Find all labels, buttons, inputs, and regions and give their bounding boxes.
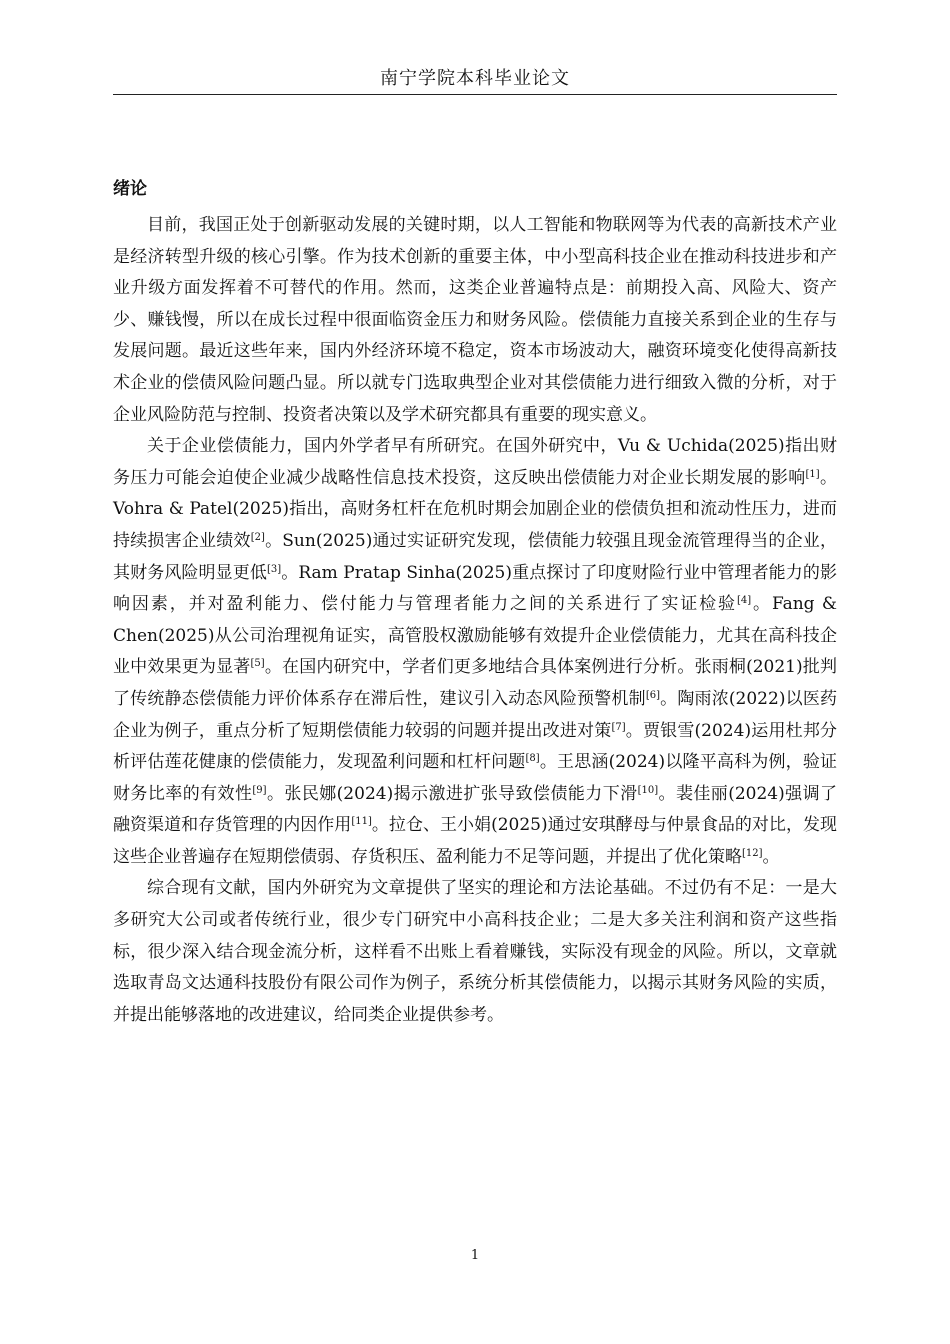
citation-11: [11]	[351, 816, 372, 828]
paragraph-2-text: 。裴佳丽(2024)强调了融资渠道和存货管理的内因作用	[113, 783, 838, 836]
citation-3: [3]	[266, 563, 282, 575]
citation-6: [6]	[645, 689, 660, 701]
citation-7: [7]	[611, 721, 626, 733]
paragraph-2-text: 。Vohra & Patel(2025)指出，高财务杠杆在危机时期会加剧企业的偿债负担和流动性压力，进而持续损害企业绩效	[113, 467, 838, 551]
paragraph-2-text: 。Fang & Chen(2025)从公司治理视角证实，高管股权激励能够有效提升企业偿债能力，尤其在高科技企业中效果更为显著	[113, 594, 837, 678]
paragraph-2-text: 。张民娜(2024)揭示激进扩张导致偿债能力下滑	[266, 783, 638, 804]
paragraph-2-text: 。陶雨浓(2022)以医药企业为例子，重点分析了短期偿债能力较弱的问题并提出改进对策	[113, 688, 838, 741]
paragraph-3: 综合现有文献，国内外研究为文章提供了坚实的理论和方法论基础。不过仍有不足：一是大多研究大公司或者传统行业，很少专门研究中小高科技企业；二是大多关注利润和资产这些指标，很少深入结合现金流分析，这样看不出账上看着赚钱，实际没有现金的风险。所以，文章就选取青岛文达通科技股份有限公司作为例子，系统分析其偿债能力，以揭示其财务风险的实质，并提出能够落地的改进建议，给同类企业提供参考。	[113, 878, 837, 1025]
citation-9: [9]	[252, 784, 267, 796]
page-number: 1	[470, 1248, 480, 1263]
paragraph-2-text: 。	[762, 846, 780, 867]
citation-12: [12]	[742, 847, 763, 859]
paragraph-2-text: 。贾银雪(2024)运用杜邦分析评估莲花健康的偿债能力，发现盈利问题和杠杆问题	[113, 720, 838, 773]
header-title: 南宁学院本科毕业论文	[380, 68, 570, 89]
paragraph-2-text: 。在国内研究中，学者们更多地结合具体案例进行分析。张雨桐(2021)批判了传统静态偿债能力评价体系存在滞后性，建议引入动态风险预警机制	[113, 657, 837, 709]
paragraph-2-text: 关于企业偿债能力，国内外学者早有所研究。在国外研究中，Vu & Uchida(2025)指出财务压力可能会迫使企业减少战略性信息技术投资，这反映出偿债能力对企业长期发展的影响	[113, 436, 837, 488]
paragraph-2-text: 。Ram Pratap Sinha(2025)重点探讨了印度财险行业中管理者能力的影响因素，并对盈利能力、偿付能力与管理者能力之间的关系进行了实证检验	[113, 562, 837, 615]
citation-5: [5]	[250, 658, 265, 670]
document-body	[113, 172, 837, 1031]
page-header	[113, 66, 837, 95]
paragraph-1: 目前，我国正处于创新驱动发展的关键时期，以人工智能和物联网等为代表的高新技术产业是经济转型升级的核心引擎。作为技术创新的重要主体，中小型高科技企业在推动科技进步和产业升级方面发挥着不可替代的作用。然而，这类企业普遍特点是：前期投入高、风险大、资产少、赚钱慢，所以在成长过程中很面临资金压力和财务风险。偿债能力直接关系到企业的生存与发展问题。最近这些年来，国内外经济环境不稳定，资本市场波动大，融资环境变化使得高新技术企业的偿债风险问题凸显。所以就专门选取典型企业对其偿债能力进行细致入微的分析，对于企业风险防范与控制、投资者决策以及学术研究都具有重要的现实意义。	[113, 215, 837, 425]
citation-2: [2]	[250, 531, 265, 543]
paragraph-2-text: 。王思涵(2024)以隆平高科为例，验证财务比率的有效性	[113, 752, 838, 804]
citation-10: [10]	[637, 784, 659, 796]
paragraph-2-text: 。拉仓、王小娟(2025)通过安琪酵母与仲景食品的对比，发现这些企业普遍存在短期偿债弱、存货积压、盈利能力不足等问题，并提出了优化策略	[113, 815, 838, 867]
section-heading: 绪论	[113, 179, 147, 199]
paragraph-2	[113, 431, 837, 873]
paragraph-2-text: 。Sun(2025)通过实证研究发现，偿债能力较强且现金流管理得当的企业，其财务风险明显更低	[113, 530, 838, 583]
citation-8: [8]	[525, 753, 540, 765]
citation-1: [1]	[805, 468, 820, 480]
citation-4: [4]	[736, 595, 752, 607]
